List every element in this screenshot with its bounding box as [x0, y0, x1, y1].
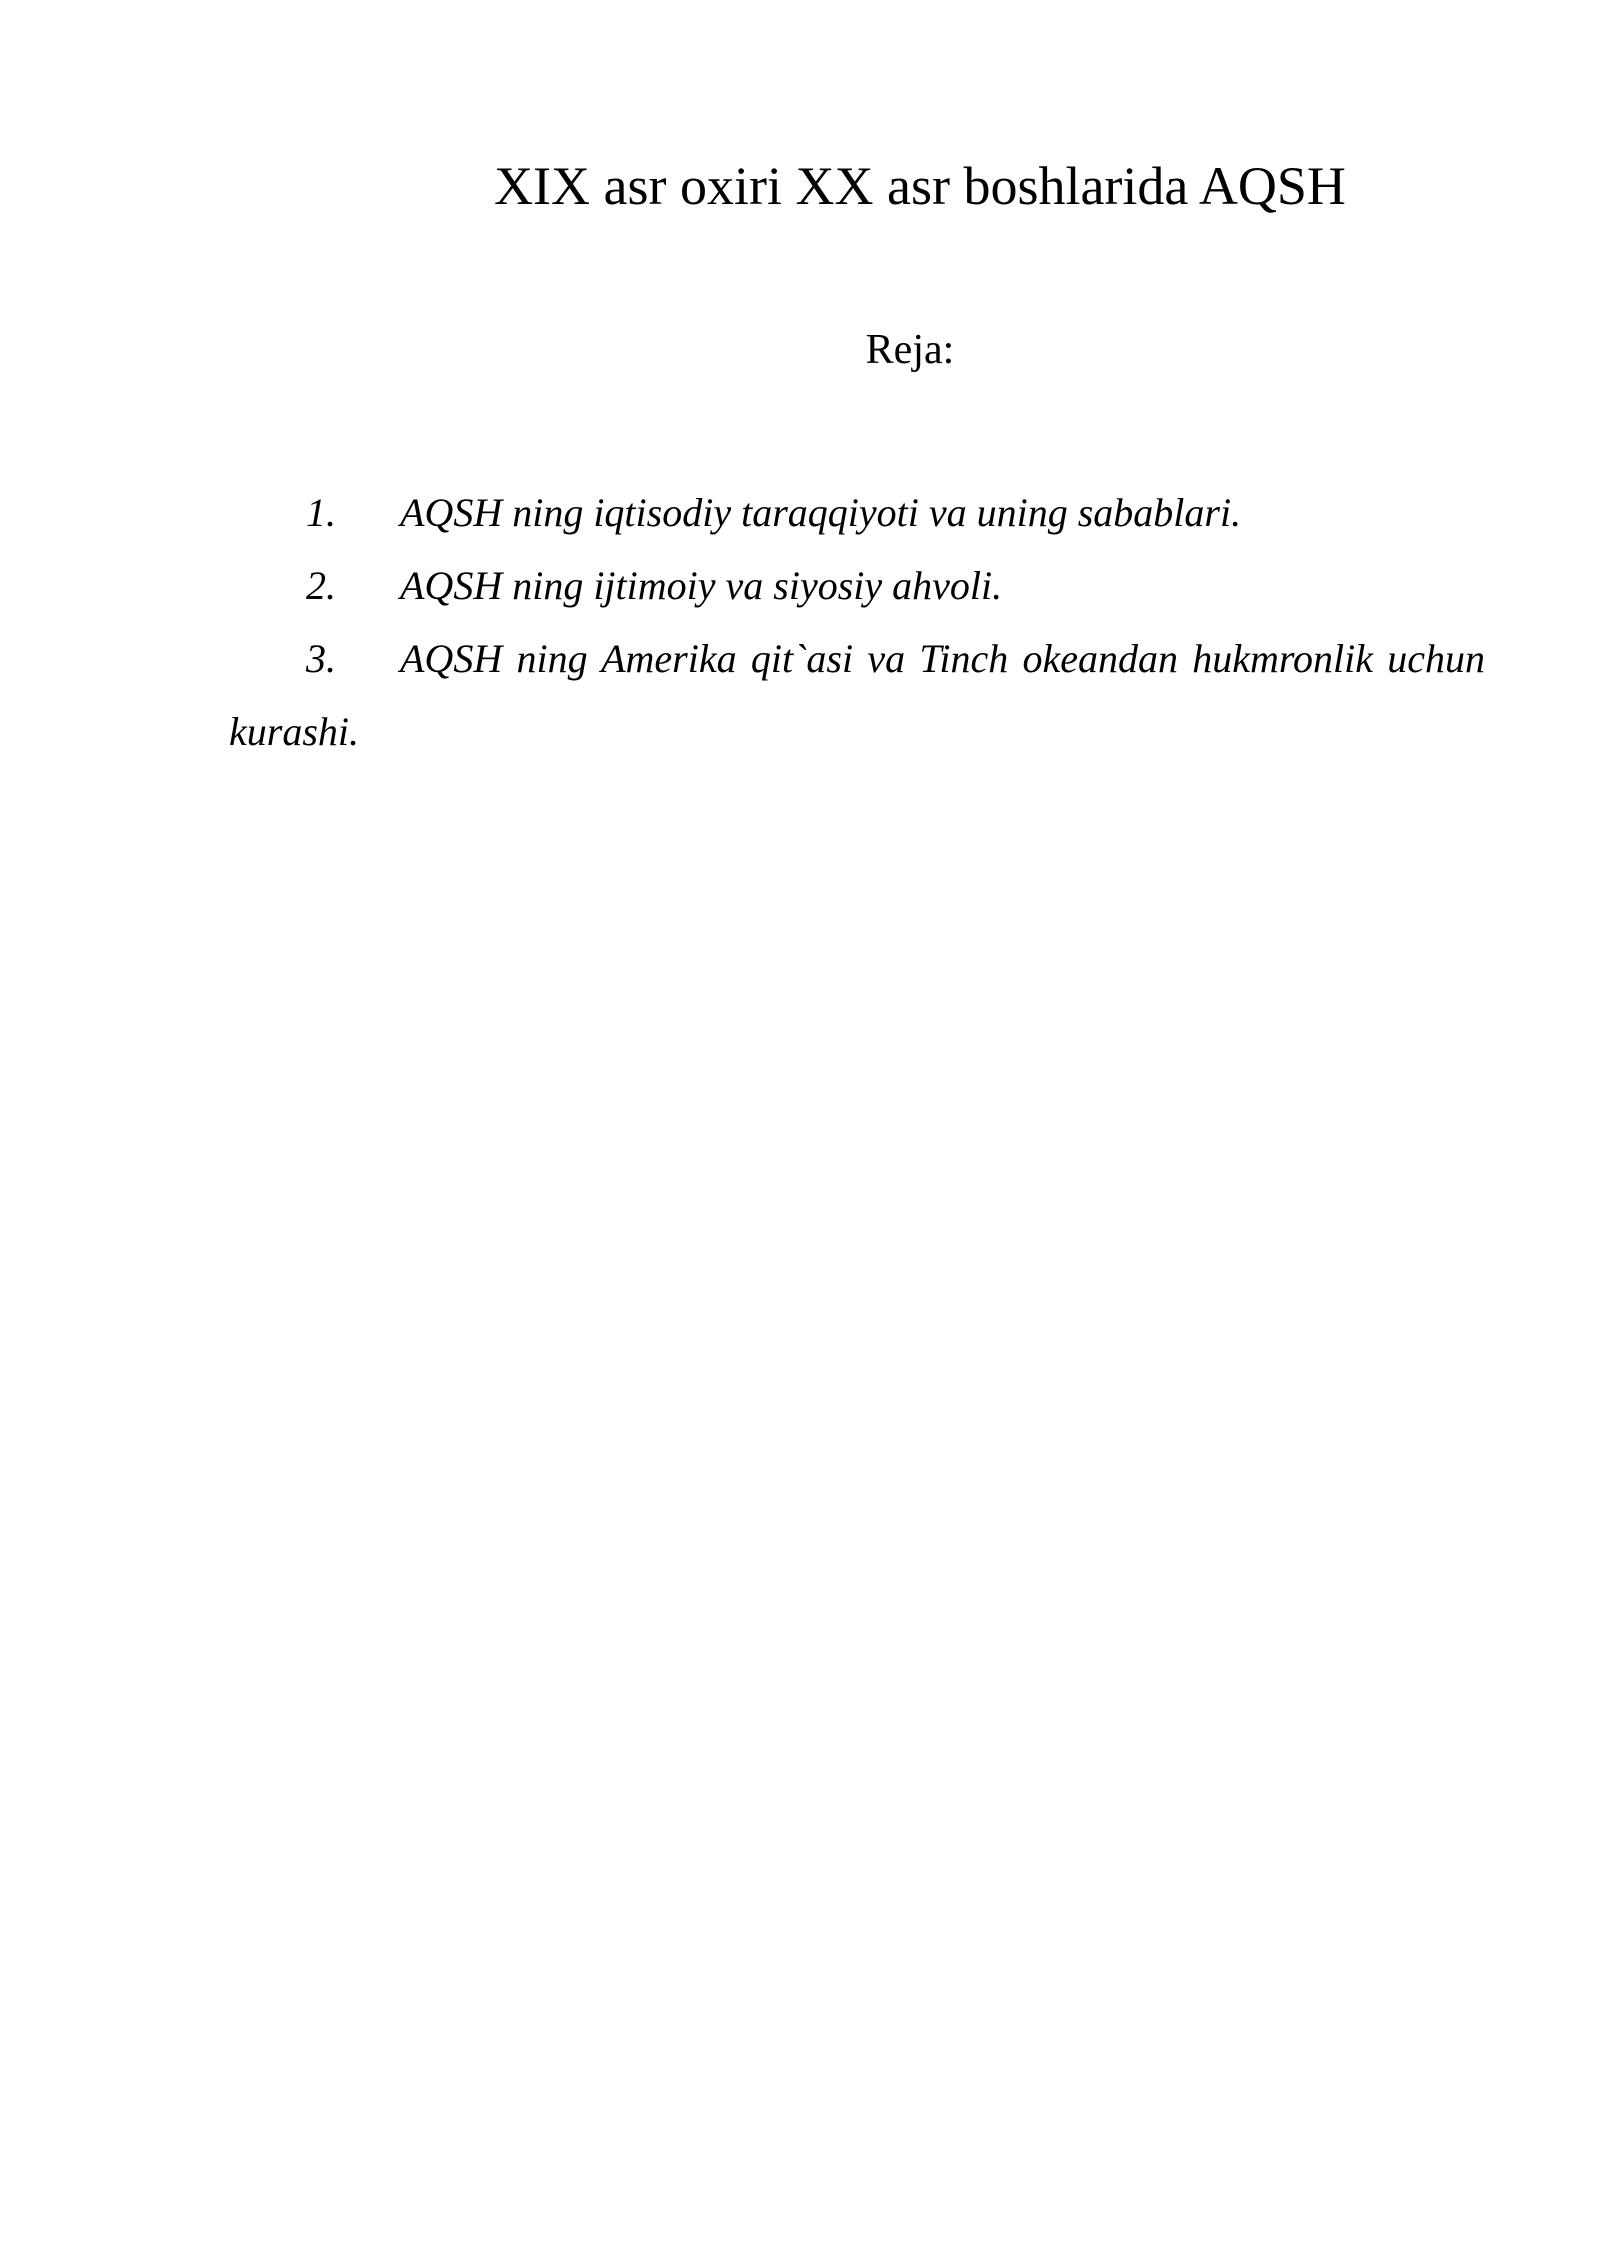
plan-item-number: 1.: [306, 490, 336, 535]
plan-item-number: 2.: [306, 563, 336, 608]
plan-item-text: AQSH ning iqtisodiy taraqqiyoti va uning sabablari.: [400, 490, 1242, 535]
plan-heading: Reja:: [865, 327, 955, 373]
plan-list: [229, 476, 1485, 768]
plan-item-1: [229, 476, 1485, 549]
document-title: XIX asr oxiri XX asr boshlarida AQSH: [494, 156, 1346, 216]
plan-item-3: [229, 622, 1485, 768]
plan-item-text: AQSH ning ijtimoiy va siyosiy ahvoli.: [400, 563, 1003, 608]
plan-item-text: AQSH ning Amerika qit`asi va Tinch okeandan hukmronlik uchun kurashi.: [229, 636, 1485, 754]
plan-item-2: [229, 549, 1485, 622]
plan-item-number: 3.: [306, 636, 336, 681]
